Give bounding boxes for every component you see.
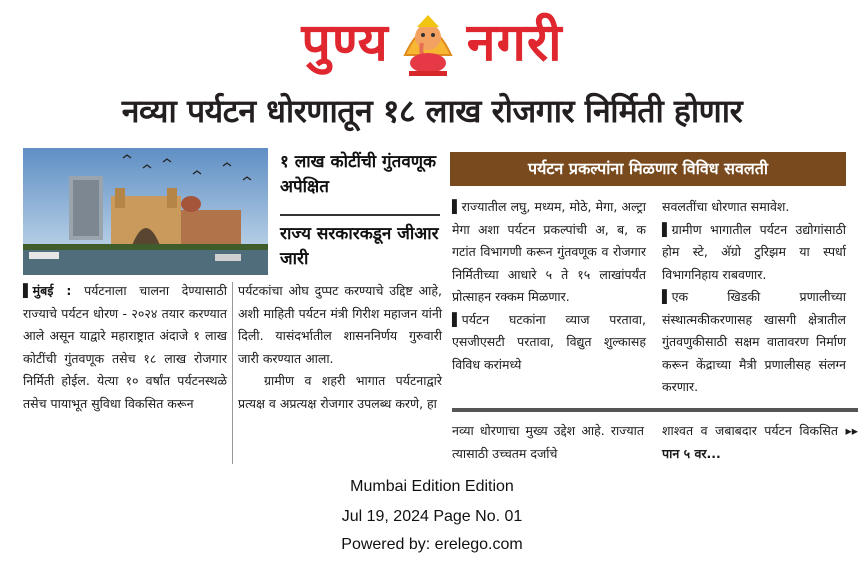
- divider: [280, 214, 440, 216]
- article-column-3: [452, 196, 646, 376]
- bullet-continuation: सवलतींचा धोरणात समावेश.: [662, 199, 790, 214]
- gateway-of-india-photo: [23, 148, 268, 275]
- masthead-right: नगरी: [466, 13, 563, 73]
- bullet-project-categories: ▌राज्यातील लघु, मध्यम, मोठे, मेगा, अल्ट्रा मेगा अशा पर्यटन प्रकल्पांची अ, ब, क गटांत विभागणी करून गुंतवणूक व रोजगार निर्मितीच्या आधारे ५ ते १५ लाखांपर्यंत प्रोत्साहन रक्कम मिळणार.: [452, 199, 646, 304]
- subheading-investment: १ लाख कोटींची गुंतवणूक अपेक्षित: [280, 152, 437, 197]
- dateline: ▌मुंबई :: [23, 283, 72, 298]
- bullet-single-window: ▌एक खिडकी प्रणालीच्या संस्थात्मकीकरणासह खासगी क्षेत्रातील गुंतवणुकीसाठी सक्षम वातावरण निर्माण करून केंद्राच्या मैत्री प्रणालीसह संलग्न करणार.: [662, 289, 846, 394]
- powered-by-label: Powered by: erelego.com: [341, 536, 523, 553]
- article-column-4: [662, 196, 846, 399]
- article-column-2: [238, 280, 442, 415]
- section-banner: पर्यटन प्रकल्पांना मिळणार विविध सवलती: [450, 152, 846, 186]
- masthead: [0, 0, 864, 86]
- column-2-para-1: पर्यटकांचा ओघ दुप्पट करण्याचे उद्दिष्ट आहे, अशी माहिती पर्यटन मंत्री गिरीश महाजन यांनी दिली. यासंदर्भातील शासननिर्णय गुरुवारी जारी करण्यात आला.: [238, 283, 442, 366]
- article-column-5: नव्या धोरणाचा मुख्य उद्देश आहे. राज्यात त्यासाठी उच्चतम दर्जाचे: [452, 423, 644, 461]
- column-2-para-2: ग्रामीण व शहरी भागात पर्यटनाद्वारे प्रत्यक्ष व अप्रत्यक्ष रोजगार उपलब्ध करणे, हा: [238, 373, 442, 411]
- column-divider: [232, 282, 233, 464]
- section-rule: [452, 408, 858, 412]
- column-6-text: शाश्वत व जबाबदार पर्यटन विकसित: [662, 423, 838, 438]
- date-page-label: Jul 19, 2024 Page No. 01: [341, 508, 523, 525]
- column-1-text: पर्यटनाला चालना देण्यासाठी राज्याचे पर्यटन धोरण - २०२४ तयार करण्यात आले असून याद्वारे महाराष्ट्रात अंदाजे १ लाख कोटींची गुंतवणूक तसेच १८ लाख रोजगार निर्मिती होईल. येत्या १० वर्षांत पर्यटनस्थळे तसेच पायाभूत सुविधा विकसित करून: [23, 283, 228, 411]
- page-headline: नव्या पर्यटन धोरणातून १८ लाख रोजगार निर्मिती होणार: [121, 92, 743, 130]
- continued-on-page-link[interactable]: ▸▸ पान ५ वर...: [662, 423, 858, 461]
- bullet-homestay: ▌ग्रामीण भागातील पर्यटन उद्योगांसाठी होम स्टे, अ‍ॅग्रो टुरिझम या स्पर्धा विभागनिहाय राबवणार.: [662, 221, 846, 282]
- edition-label: Mumbai Edition Edition: [350, 478, 514, 495]
- article-column-1: [23, 280, 227, 415]
- subheading-gr: राज्य सरकारकडून जीआर जारी: [280, 224, 439, 269]
- masthead-left: पुण्य: [301, 13, 389, 73]
- bullet-refunds: ▌पर्यटन घटकांना व्याज परतावा, एसजीएसटी परतावा, विद्युत शुल्कासह विविध करांमध्ये: [452, 311, 646, 372]
- article-column-6: [662, 420, 858, 465]
- ganesh-logo-icon: [395, 7, 461, 79]
